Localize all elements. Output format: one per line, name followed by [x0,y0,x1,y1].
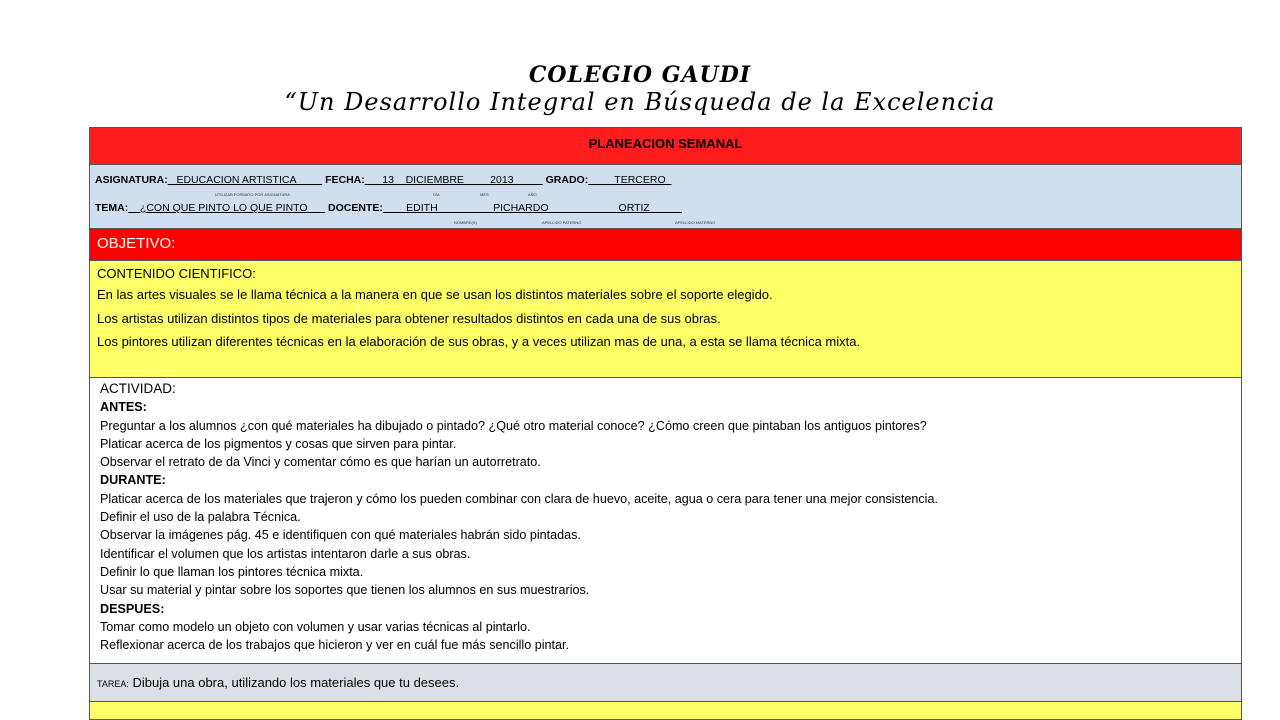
grado-value: TERCERO [588,174,672,186]
fecha-hint-month: MES [480,192,489,197]
empty-footer-row [90,702,1241,719]
tarea-text: Dibuja una obra, utilizando los materiales que tu desees. [128,675,460,690]
actividad-line: Definir el uso de la palabra Técnica. [100,510,301,525]
tema-label: TEMA: [95,202,129,214]
docente-label: DOCENTE: [327,202,383,214]
objetivo-row [90,229,1241,261]
contenido-line: En las artes visuales se le llama técnica a la manera en que se usan los distintos materiales sobre el soporte elegido. [97,287,773,302]
actividad-line: Platicar acerca de los materiales que trajeron y cómo los pueden combinar con clara de huevo, aceite, agua o cera para tener una mejor consistencia. [100,491,938,506]
actividad-label: ACTIVIDAD: [100,381,176,396]
actividad-phase-heading: ANTES: [100,400,147,415]
docente-hint-name: NOMBRE(S) [454,220,477,225]
info-line-1 [95,174,671,186]
plan-title: PLANEACION SEMANAL [90,128,1241,165]
actividad-line: Definir lo que llaman los pintores técnica mixta. [100,564,364,579]
docente-hint-materno: APELLIDO MATERNO [675,220,716,225]
actividad-lines [100,398,1231,654]
fecha-value: 13 DICIEMBRE 2013 [364,174,543,186]
actividad-line: Identificar el volumen que los artistas intentaron darle a sus obras. [100,546,471,561]
actividad-line: Usar su material y pintar sobre los soportes que tienen los alumnos en sus muestrarios. [100,583,590,598]
asignatura-value: EDUCACION ARTISTICA [167,174,323,186]
contenido-heading: CONTENIDO CIENTIFICO: [97,266,256,281]
grado-label: GRADO: [545,174,589,186]
asignatura-label: ASIGNATURA: [95,174,168,186]
info-line-2 [95,202,682,214]
docente-hint-paterno: APELLIDO PATERNO [542,220,582,225]
tarea-label: TAREA: [97,679,129,689]
fecha-hint-day: DÍA [433,192,440,197]
docente-value: EDITH PICHARDO ORTIZ [382,202,682,214]
actividad-line: Tomar como modelo un objeto con volumen y usar varias técnicas al pintarlo. [100,619,531,634]
asignatura-hint: UTILIZAR FORMATO POR ASIGNATURA [215,192,290,197]
tema-value: ¿CON QUE PINTO LO QUE PINTO [128,202,326,214]
school-motto: “Un Desarrollo Integral en Búsqueda de la Excelencia [284,88,996,116]
actividad-phase-heading: DESPUES: [100,601,165,616]
fecha-label: FECHA: [325,174,365,186]
actividad-line: Reflexionar acerca de los trabajos que hicieron y ver en cuál fue más sencillo pintar. [100,638,570,653]
actividad-line: Observar la imágenes pág. 45 e identifiquen con qué materiales habrán sido pintadas. [100,528,581,543]
contenido-line: Los artistas utilizan distintos tipos de materiales para obtener resultados distintos en cada una de sus obras. [97,310,721,326]
objetivo-label: OBJETIVO: [97,235,176,252]
actividad-line: Platicar acerca de los pigmentos y cosas que sirven para pintar. [100,436,457,451]
fecha-hint-year: AÑO [528,192,537,197]
info-section [90,165,1241,229]
tarea-section [90,664,1241,702]
school-name: COLEGIO GAUDI [528,62,752,88]
actividad-section [90,378,1241,664]
actividad-line: Observar el retrato de da Vinci y comentar cómo es que harían un autorretrato. [100,455,541,470]
contenido-line: Los pintores utilizan diferentes técnicas en la elaboración de sus obras, y a veces utilizan mas de una, a esta se llama técnica mixta. [97,334,861,349]
actividad-phase-heading: DURANTE: [100,473,166,488]
weekly-plan-table [89,127,1242,720]
actividad-line: Preguntar a los alumnos ¿con qué materiales ha dibujado o pintado? ¿Qué otro material conoce? ¿Cómo creen que pintaban los antiguos pintores? [100,418,927,433]
contenido-section [90,261,1241,378]
